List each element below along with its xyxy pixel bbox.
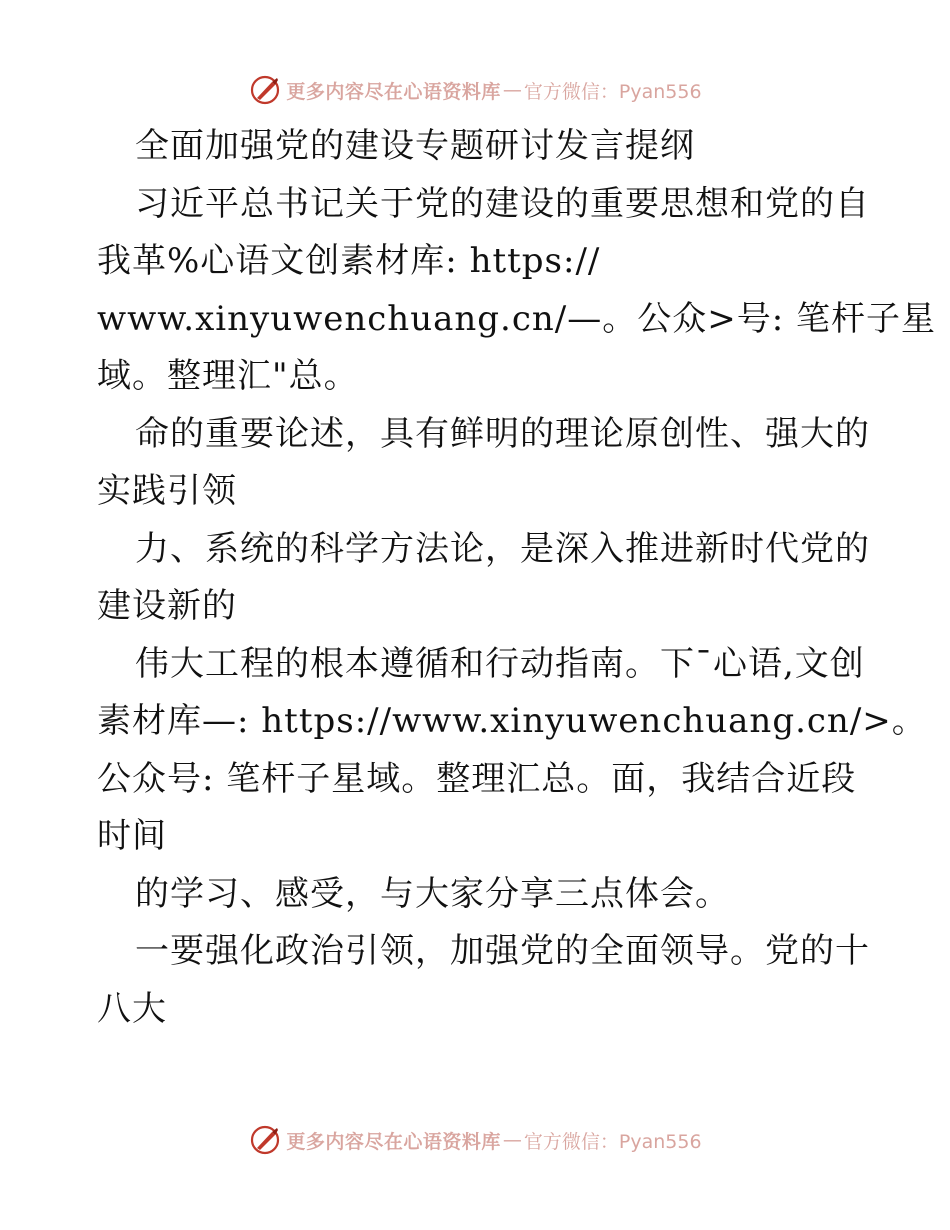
document-line: 一要强化政治引领，加强党的全面领导。党的十 <box>135 931 870 971</box>
document-line: 习近平总书记关于党的建设的重要思想和党的自 <box>135 183 870 224</box>
document-line: 八大 <box>97 988 167 1029</box>
document-line: 实践引领 <box>97 471 237 511</box>
document-line: 的学习、感受，与大家分享三点体会。 <box>135 873 730 914</box>
quill-pen-circle-icon <box>248 73 282 107</box>
header-watermark <box>0 70 950 110</box>
watermark-wechat-text: 官方微信：Pyan556 <box>523 80 702 103</box>
document-body <box>97 118 936 1038</box>
document-line: 公众号: 笔杆子星域。整理汇总。面，我结合近段 <box>97 758 857 799</box>
document-line: 我革%心语文创素材库: https:// <box>97 241 601 281</box>
watermark-wechat-text: 官方微信：Pyan556 <box>523 1130 702 1153</box>
document-line: 建设新的 <box>97 586 237 626</box>
document-line: 素材库—: https://www.xinyuwenchuang.cn/>。 <box>97 701 927 741</box>
document-title: 全面加强党的建设专题研讨发言提纲 <box>135 126 695 166</box>
document-line: 时间 <box>97 816 167 856</box>
document-line: 域。整理汇"总。 <box>97 356 359 396</box>
document-line: 力、系统的科学方法论，是深入推进新时代党的 <box>135 528 870 569</box>
watermark-main-text: 更多内容尽在心语资料库 <box>286 80 501 103</box>
document-line: 命的重要论述，具有鲜明的理论原创性、强大的 <box>135 413 870 454</box>
watermark-dash: — <box>502 1129 522 1151</box>
document-line: 伟大工程的根本遵循和行动指南。下¯心语,文创 <box>135 643 865 684</box>
footer-watermark <box>0 1120 950 1160</box>
quill-pen-circle-icon <box>248 1123 282 1157</box>
watermark-main-text: 更多内容尽在心语资料库 <box>286 1130 501 1153</box>
document-line: www.xinyuwenchuang.cn/—。公众>号: 笔杆子星 <box>97 298 936 339</box>
watermark-dash: — <box>502 79 522 101</box>
